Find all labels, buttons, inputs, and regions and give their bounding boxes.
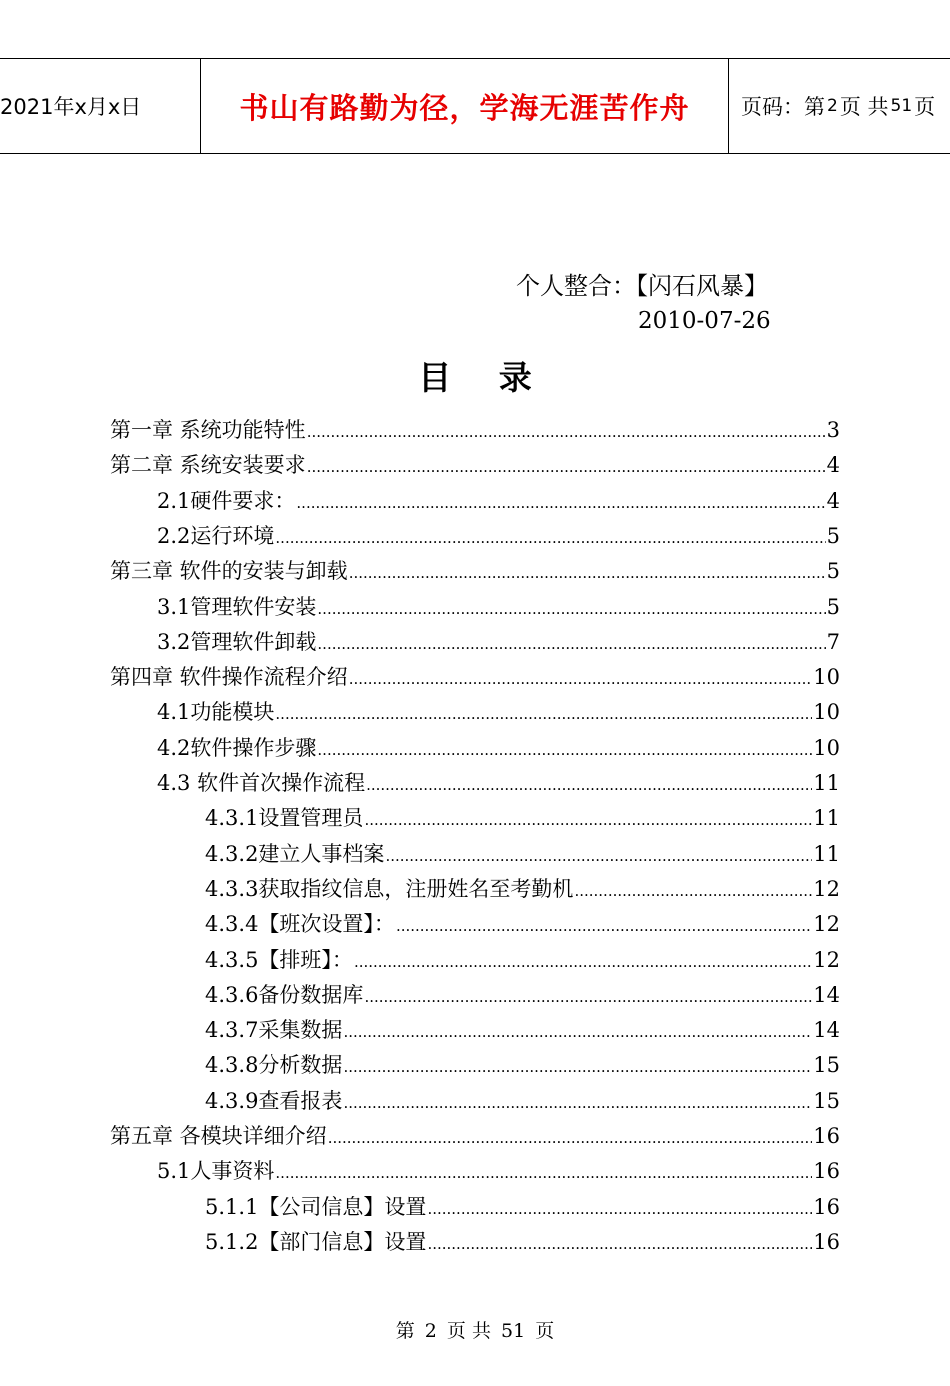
toc-leader-dots bbox=[328, 1121, 813, 1155]
toc-entry[interactable] bbox=[205, 1013, 840, 1047]
toc-entry[interactable] bbox=[110, 660, 840, 694]
toc-entry[interactable] bbox=[157, 1154, 840, 1188]
toc-leader-dots bbox=[296, 486, 825, 520]
toc-entry-label: 第二章 系统安装要求 bbox=[110, 453, 306, 478]
toc-entry-label: 5.1.1【公司信息】设置 bbox=[205, 1194, 427, 1219]
toc-leader-dots bbox=[349, 662, 813, 696]
toc-leader-dots bbox=[574, 874, 812, 908]
toc-entry-page: 10 bbox=[813, 735, 840, 760]
toc-entry[interactable] bbox=[205, 943, 840, 977]
toc-entry-label: 3.2管理软件卸载 bbox=[157, 629, 317, 654]
toc-entry-label: 4.3.5【排班】： bbox=[205, 947, 353, 972]
toc-leader-dots bbox=[275, 697, 812, 731]
toc-leader-dots bbox=[364, 980, 812, 1014]
toc-entry-page: 10 bbox=[813, 700, 840, 725]
toc-entry-page: 14 bbox=[813, 1018, 840, 1043]
toc-entry[interactable] bbox=[157, 695, 840, 729]
toc-entry[interactable] bbox=[205, 978, 840, 1012]
toc-entry-page: 16 bbox=[813, 1229, 840, 1254]
toc-entry-page: 4 bbox=[826, 453, 840, 478]
toc-entry-label: 4.2软件操作步骤 bbox=[157, 735, 317, 760]
toc-entry[interactable] bbox=[205, 872, 840, 906]
toc-entry-page: 15 bbox=[813, 1053, 840, 1078]
toc-entry-page: 16 bbox=[813, 1159, 840, 1184]
toc-entry[interactable] bbox=[205, 1190, 840, 1224]
toc-entry[interactable] bbox=[157, 590, 840, 624]
header-pager-suffix: 页 bbox=[914, 95, 936, 119]
toc-entry-page: 7 bbox=[826, 629, 840, 654]
toc-entry-page: 16 bbox=[813, 1124, 840, 1148]
toc-entry-page: 4 bbox=[826, 488, 840, 513]
toc-entry[interactable] bbox=[205, 801, 840, 835]
toc-leader-dots bbox=[275, 1156, 812, 1190]
toc-entry-page: 10 bbox=[813, 665, 840, 690]
toc-entry[interactable] bbox=[157, 519, 840, 553]
toc-entry[interactable] bbox=[205, 1225, 840, 1259]
page-footer bbox=[0, 1316, 950, 1343]
header-pager-mid: 页 共 bbox=[839, 95, 889, 119]
toc-leader-dots bbox=[385, 839, 812, 873]
toc-entry[interactable] bbox=[205, 1084, 840, 1118]
toc-leader-dots bbox=[349, 556, 826, 590]
integrator-date: 2010-07-26 bbox=[638, 308, 771, 334]
toc-entry[interactable] bbox=[157, 766, 840, 800]
toc-entry-label: 4.3.3获取指纹信息，注册姓名至考勤机 bbox=[205, 876, 574, 901]
footer-mid: 页 共 bbox=[446, 1320, 491, 1342]
toc-entry-page: 12 bbox=[813, 876, 840, 901]
toc-entry-label: 4.3 软件首次操作流程 bbox=[157, 771, 366, 795]
toc-entry-label: 4.1功能模块 bbox=[157, 700, 275, 725]
toc-entry[interactable] bbox=[157, 484, 840, 518]
toc-entry-label: 第三章 软件的安装与卸载 bbox=[110, 559, 348, 584]
toc-entry-page: 12 bbox=[813, 947, 840, 972]
footer-prefix: 第 bbox=[395, 1320, 415, 1342]
toc-leader-dots bbox=[354, 945, 812, 979]
footer-total: 51 bbox=[501, 1320, 526, 1342]
toc-entry[interactable] bbox=[157, 731, 840, 765]
toc-entry-label: 第一章 系统功能特性 bbox=[110, 418, 306, 442]
toc-entry-label: 2.2运行环境 bbox=[157, 523, 275, 548]
header-motto: 书山有路勤为径，学海无涯苦作舟 bbox=[239, 90, 690, 125]
toc-title: 目 录 bbox=[418, 358, 550, 397]
toc-entry[interactable] bbox=[110, 1119, 840, 1153]
toc-leader-dots bbox=[427, 1227, 812, 1261]
toc-entry-page: 12 bbox=[813, 912, 840, 937]
toc-entry-page: 11 bbox=[813, 771, 840, 795]
footer-suffix: 页 bbox=[535, 1320, 555, 1342]
toc-entry[interactable] bbox=[110, 448, 840, 482]
toc-leader-dots bbox=[307, 415, 826, 449]
toc-entry-label: 3.1管理软件安装 bbox=[157, 594, 317, 619]
toc-entry-page: 5 bbox=[826, 523, 840, 548]
toc-entry-label: 4.3.7采集数据 bbox=[205, 1018, 343, 1043]
toc-entry-page: 3 bbox=[826, 418, 840, 442]
header-date: 2021年x月x日 bbox=[0, 95, 142, 119]
toc-entry[interactable] bbox=[205, 1048, 840, 1082]
toc-leader-dots bbox=[343, 1015, 812, 1049]
toc-entry-page: 5 bbox=[826, 559, 840, 584]
toc-leader-dots bbox=[364, 803, 812, 837]
header-pager-total: 51 bbox=[890, 96, 913, 116]
toc-entry-page: 14 bbox=[813, 982, 840, 1007]
toc-leader-dots bbox=[396, 909, 812, 943]
toc-leader-dots bbox=[343, 1050, 812, 1084]
toc-entry-label: 4.3.2建立人事档案 bbox=[205, 841, 385, 866]
page-header bbox=[0, 58, 950, 154]
toc-leader-dots bbox=[317, 627, 825, 661]
footer-page: 2 bbox=[424, 1320, 437, 1342]
toc-entry-page: 16 bbox=[813, 1194, 840, 1219]
toc-entry[interactable] bbox=[110, 413, 840, 447]
toc-leader-dots bbox=[343, 1086, 812, 1120]
header-motto-cell bbox=[200, 59, 729, 153]
header-pager-prefix: 页码：第 bbox=[741, 95, 825, 119]
toc-entry-page: 11 bbox=[813, 806, 840, 831]
toc-leader-dots bbox=[366, 768, 812, 802]
toc-leader-dots bbox=[317, 733, 812, 767]
toc-entry-label: 4.3.1设置管理员 bbox=[205, 806, 364, 831]
header-pager bbox=[741, 59, 950, 153]
toc-leader-dots bbox=[317, 592, 825, 626]
toc-entry[interactable] bbox=[110, 554, 840, 588]
toc-entry-label: 5.1.2【部门信息】设置 bbox=[205, 1229, 427, 1254]
toc-entry-label: 2.1硬件要求： bbox=[157, 488, 296, 513]
toc-entry-page: 5 bbox=[826, 594, 840, 619]
toc-leader-dots bbox=[427, 1192, 812, 1226]
header-pager-page: 2 bbox=[827, 96, 838, 116]
toc-entry-label: 4.3.4【班次设置】： bbox=[205, 912, 395, 937]
toc-entry-page: 11 bbox=[813, 841, 840, 866]
toc-entry-label: 4.3.8分析数据 bbox=[205, 1053, 343, 1078]
toc-entry[interactable] bbox=[157, 625, 840, 659]
toc-entry-label: 4.3.9查看报表 bbox=[205, 1088, 343, 1113]
toc-entry-label: 4.3.6备份数据库 bbox=[205, 982, 364, 1007]
toc-leader-dots bbox=[307, 450, 826, 484]
toc-entry-label: 第四章 软件操作流程介绍 bbox=[110, 665, 348, 690]
toc-entry[interactable] bbox=[205, 837, 840, 871]
toc-entry-label: 5.1人事资料 bbox=[157, 1159, 275, 1184]
toc-leader-dots bbox=[275, 521, 825, 555]
integrator-credit: 个人整合：【闪石风暴】 bbox=[516, 272, 768, 300]
toc-entry[interactable] bbox=[205, 907, 840, 941]
toc-entry-page: 15 bbox=[813, 1088, 840, 1113]
toc-entry-label: 第五章 各模块详细介绍 bbox=[110, 1124, 327, 1148]
